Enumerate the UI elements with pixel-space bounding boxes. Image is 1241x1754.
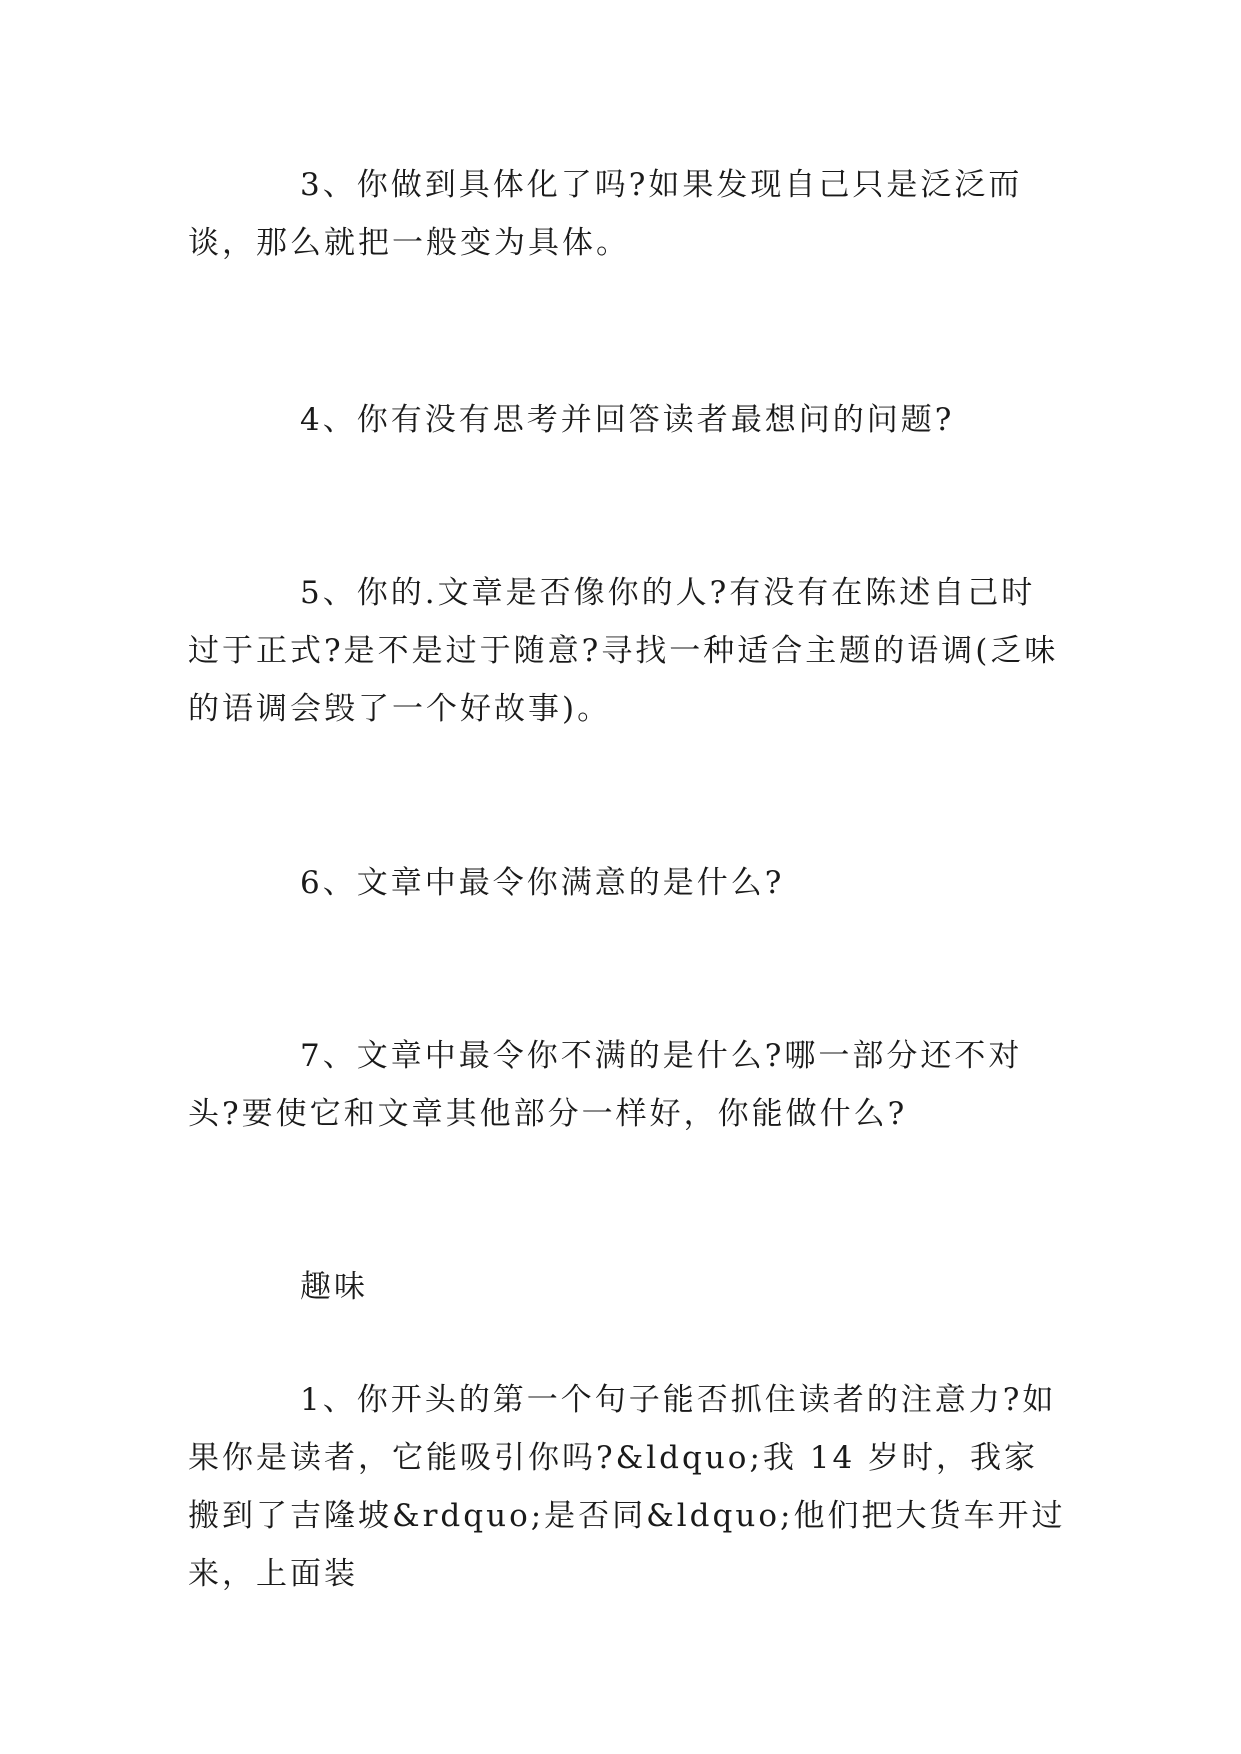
section-heading-interest: 趣味 — [300, 1269, 368, 1305]
paragraph-item-3: 3、你做到具体化了吗?如果发现自己只是泛泛而谈，那么就把一般变为具体。 — [188, 167, 1023, 261]
paragraph-item-1: 1、你开头的第一个句子能否抓住读者的注意力?如果你是读者，它能吸引你吗?&ldquo;我 14 岁时，我家搬到了吉隆坡&rdquo;是否同&ldquo;他们把大货车开过来，上面装 — [188, 1382, 1066, 1592]
paragraph-item-6: 6、文章中最令你满意的是什么? — [300, 865, 785, 901]
paragraph-item-7: 7、文章中最令你不满的是什么?哪一部分还不对头?要使它和文章其他部分一样好，你能做什么? — [188, 1038, 1023, 1132]
paragraph-item-5: 5、你的.文章是否像你的人?有没有在陈述自己时过于正式?是不是过于随意?寻找一种适合主题的语调(乏味的语调会毁了一个好故事)。 — [188, 575, 1059, 727]
paragraph-item-4: 4、你有没有思考并回答读者最想问的问题? — [300, 402, 955, 438]
